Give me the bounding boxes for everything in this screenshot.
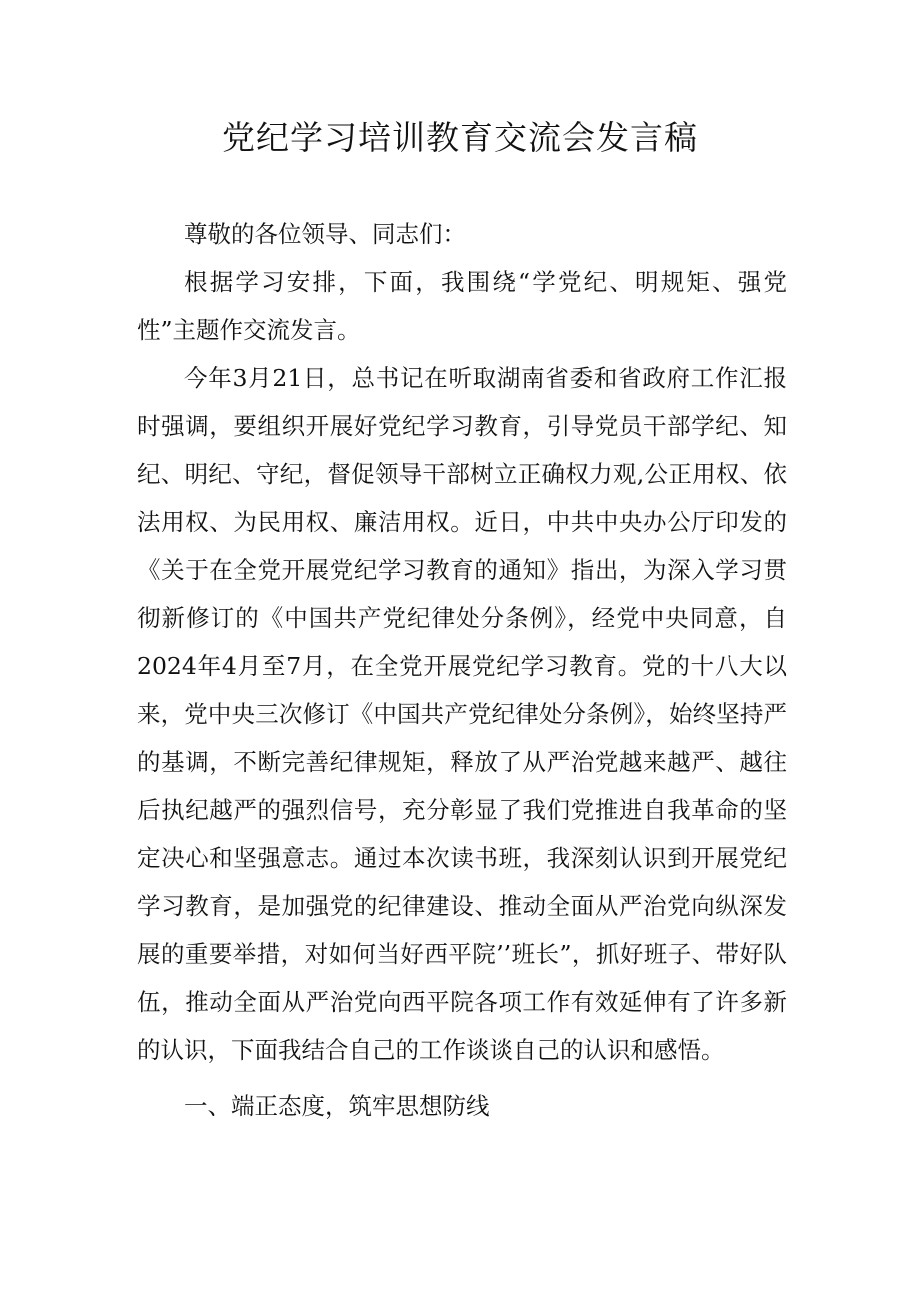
intro-paragraph: 根据学习安排，下面，我围绕“学党纪、明规矩、强党性”主题作交流发言。	[137, 268, 787, 344]
document-body	[137, 210, 787, 1074]
greeting-paragraph: 尊敬的各位领导、同志们：	[184, 220, 466, 248]
section-heading: 一、端正态度，筑牢思想防线	[184, 1092, 490, 1120]
document-title: 党纪学习培训教育交流会发言稿	[222, 118, 698, 157]
main-paragraph: 今年3月21日，总书记在听取湖南省委和省政府工作汇报时强调，要组织开展好党纪学习教育，引导党员干部学纪、知纪、明纪、守纪，督促领导干部树立正确权力观,公正用权、依法用权、为民用权、廉洁用权。近日，中共中央办公厅印发的《关于在全党开展党纪学习教育的通知》指出，为深入学习贯彻新修订的《中国共产党纪律处分条例》，经党中央同意，自2024年4月至7月，在全党开展党纪学习教育。党的十八大以来，党中央三次修订《中国共产党纪律处分条例》，始终坚持严的基调，不断完善纪律规矩，释放了从严治党越来越严、越往后执纪越严的强烈信号，充分彰显了我们党推进自我革命的坚定决心和坚强意志。通过本次读书班，我深刻认识到开展党纪学习教育，是加强党的纪律建设、推动全面从严治党向纵深发展的重要举措，对如何当好西平院’’班长”，抓好班子、带好队伍，推动全面从严治党向西平院各项工作有效延伸有了许多新的认识，下面我结合自己的工作谈谈自己的认识和感悟。	[137, 364, 787, 1064]
